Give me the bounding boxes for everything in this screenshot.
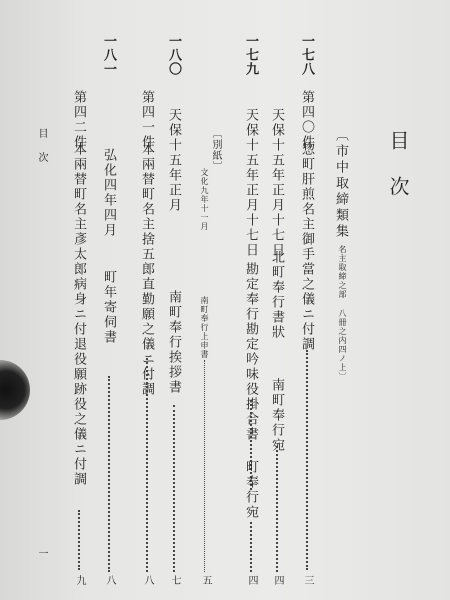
entry-item: 第四一件 bbox=[139, 90, 154, 150]
leader-dots bbox=[78, 510, 80, 570]
entry-doc: 勘定奉行勘定吟味役掛合書 bbox=[243, 262, 258, 442]
section-subheader: 名主取締之部 八冊之内四ノ上〕 bbox=[338, 245, 347, 381]
running-header: 目次 bbox=[36, 128, 47, 176]
leader-dots bbox=[250, 522, 252, 572]
page-number: 四 bbox=[246, 575, 257, 585]
annex-label: 〔別紙〕 bbox=[210, 128, 221, 172]
leader-dots bbox=[306, 350, 308, 570]
leader-dots bbox=[276, 446, 278, 572]
page-number: 八 bbox=[104, 575, 115, 585]
leader-dots bbox=[173, 405, 175, 572]
leader-dots bbox=[204, 360, 205, 572]
folio: 一 bbox=[36, 548, 47, 558]
page-number: 四 bbox=[272, 575, 283, 585]
page-number: 三 bbox=[302, 575, 313, 585]
entry-title: 惣町肝煎名主御手當之儀ニ付調 bbox=[299, 142, 314, 352]
entry-doc: 町奉行宛 bbox=[243, 460, 258, 520]
leader-dots bbox=[146, 358, 148, 572]
entry-doc: 南町奉行宛 bbox=[269, 378, 284, 453]
entry-number: 一七九 bbox=[243, 34, 258, 76]
leader-dots bbox=[108, 376, 110, 572]
entry-doc: 北町奉行書狀 bbox=[269, 250, 284, 340]
annex-doc: 南町奉行上申書 bbox=[200, 296, 209, 359]
entry-date: 弘化四年四月 bbox=[101, 148, 116, 238]
section-header: 〔市中取締類集 bbox=[333, 128, 348, 240]
toc-title: 目次 bbox=[386, 130, 410, 222]
entry-doc: 町年寄伺書 bbox=[101, 270, 116, 345]
finger-shadow bbox=[0, 360, 30, 420]
entry-date: 天保十五年正月十七日 bbox=[269, 108, 284, 258]
annex-date: 文化九年十一月 bbox=[200, 168, 209, 231]
entry-date: 天保十五年正月 bbox=[166, 108, 181, 213]
entry-title: 本兩替町名主彥太郎病身ニ付退役願跡役之儀ニ付調 bbox=[71, 142, 86, 487]
entry-number: 一八一 bbox=[101, 34, 116, 76]
page-number: 七 bbox=[169, 575, 180, 585]
page-number: 九 bbox=[74, 575, 85, 585]
entry-title: 本兩替町名主捨五郎直勤願之儀ニ付調 bbox=[139, 142, 154, 397]
entry-date: 天保十五年正月十七日 bbox=[243, 108, 258, 258]
entry-item: 第四〇件 bbox=[299, 90, 314, 150]
entry-number: 一八〇 bbox=[166, 34, 181, 76]
page-number: 八 bbox=[142, 575, 153, 585]
entry-doc: 南町奉行挨拶書 bbox=[166, 290, 181, 395]
entry-number: 一七八 bbox=[299, 34, 314, 76]
entry-item: 第四二件 bbox=[71, 90, 86, 150]
page-number: 五 bbox=[200, 575, 211, 585]
